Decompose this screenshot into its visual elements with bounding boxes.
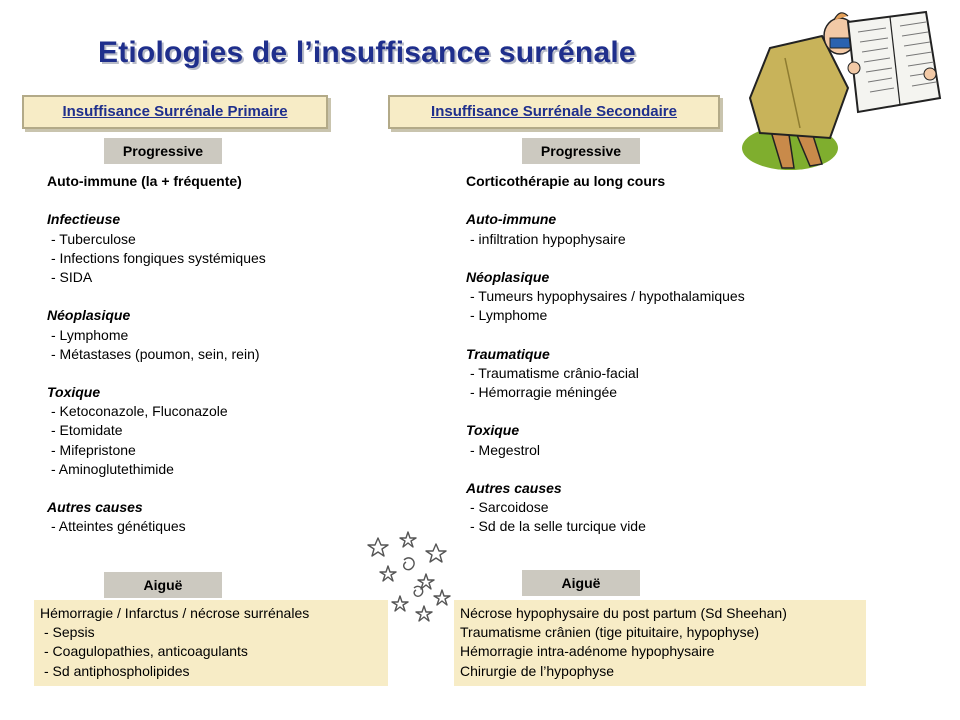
- blank-line: [466, 249, 806, 268]
- list-item: - Sepsis: [44, 624, 95, 641]
- newspaper-reader-illustration: [730, 8, 950, 183]
- list-item: - Sd antiphospholipides: [44, 662, 190, 679]
- list-item: - Métastases (poumon, sein, rein): [51, 345, 260, 362]
- primary-progressive-list: [47, 172, 387, 537]
- list-item: - Traumatisme crânio-facial: [470, 364, 639, 381]
- primary-acute-box: [34, 600, 388, 686]
- secondary-progressive-tag: Progressive: [522, 138, 640, 164]
- secondary-acute-box: [454, 600, 866, 686]
- list-item: - Tumeurs hypophysaires / hypothalamiques: [470, 288, 745, 305]
- category-heading: Traumatique: [466, 345, 550, 362]
- list-item: - Infections fongiques systémiques: [51, 249, 266, 266]
- blank-line: [47, 287, 387, 306]
- list-item: - Atteintes génétiques: [51, 518, 186, 535]
- category-heading: Autres causes: [47, 499, 143, 516]
- category-heading: Toxique: [47, 384, 101, 401]
- category-heading: Toxique: [466, 422, 520, 439]
- list-item: Traumatisme crânien (tige pituitaire, hypophyse): [460, 624, 760, 641]
- category-heading: Auto-immune (la + fréquente): [47, 173, 242, 189]
- list-item: - Sarcoidose: [470, 499, 549, 516]
- list-item: - Lymphome: [470, 307, 548, 324]
- list-item: Hémorragie intra-adénome hypophysaire: [460, 643, 715, 660]
- category-heading: Autres causes: [466, 480, 562, 496]
- secondary-acute-tag: Aiguë: [522, 570, 640, 596]
- category-heading: Néoplasique: [466, 268, 550, 285]
- secondary-progressive-list: [466, 172, 806, 537]
- blank-line: [47, 191, 387, 210]
- blank-line: [47, 364, 387, 383]
- blank-line: [466, 326, 806, 345]
- list-item: Chirurgie de l’hypophyse: [460, 662, 615, 679]
- list-item: - Hémorragie méningée: [470, 384, 618, 401]
- blank-line: [466, 402, 806, 421]
- list-item: - Coagulopathies, anticoagulants: [44, 643, 248, 660]
- list-item: Hémorragie / Infarctus / nécrose surrénales: [40, 605, 310, 621]
- list-item: - Lymphome: [51, 326, 129, 343]
- secondary-insufficiency-header: Insuffisance Surrénale Secondaire: [388, 95, 720, 129]
- blank-line: [466, 191, 806, 210]
- primary-progressive-tag: Progressive: [104, 138, 222, 164]
- blank-line: [466, 460, 806, 479]
- list-item: - Mifepristone: [51, 441, 136, 458]
- primary-insufficiency-header: Insuffisance Surrénale Primaire: [22, 95, 328, 129]
- list-item: - Megestrol: [470, 441, 541, 458]
- list-item: - Aminoglutethimide: [51, 460, 174, 477]
- list-item: - Ketoconazole, Fluconazole: [51, 403, 228, 420]
- list-item: - Etomidate: [51, 422, 123, 439]
- slide-title: Etiologies de l’insuffisance surrénale: [98, 36, 636, 69]
- primary-acute-tag: Aiguë: [104, 572, 222, 598]
- list-item: - SIDA: [51, 268, 93, 285]
- category-heading: Corticothérapie au long cours: [466, 173, 666, 189]
- list-item: - infiltration hypophysaire: [470, 230, 626, 247]
- list-item: - Tuberculose: [51, 230, 136, 247]
- list-item: - Sd de la selle turcique vide: [470, 518, 646, 535]
- category-heading: Infectieuse: [47, 211, 121, 228]
- category-heading: Auto-immune: [466, 211, 557, 228]
- list-item: Nécrose hypophysaire du post partum (Sd Sheehan): [460, 605, 787, 621]
- blank-line: [47, 479, 387, 498]
- category-heading: Néoplasique: [47, 307, 131, 324]
- dizzy-stars-icon: [360, 530, 455, 625]
